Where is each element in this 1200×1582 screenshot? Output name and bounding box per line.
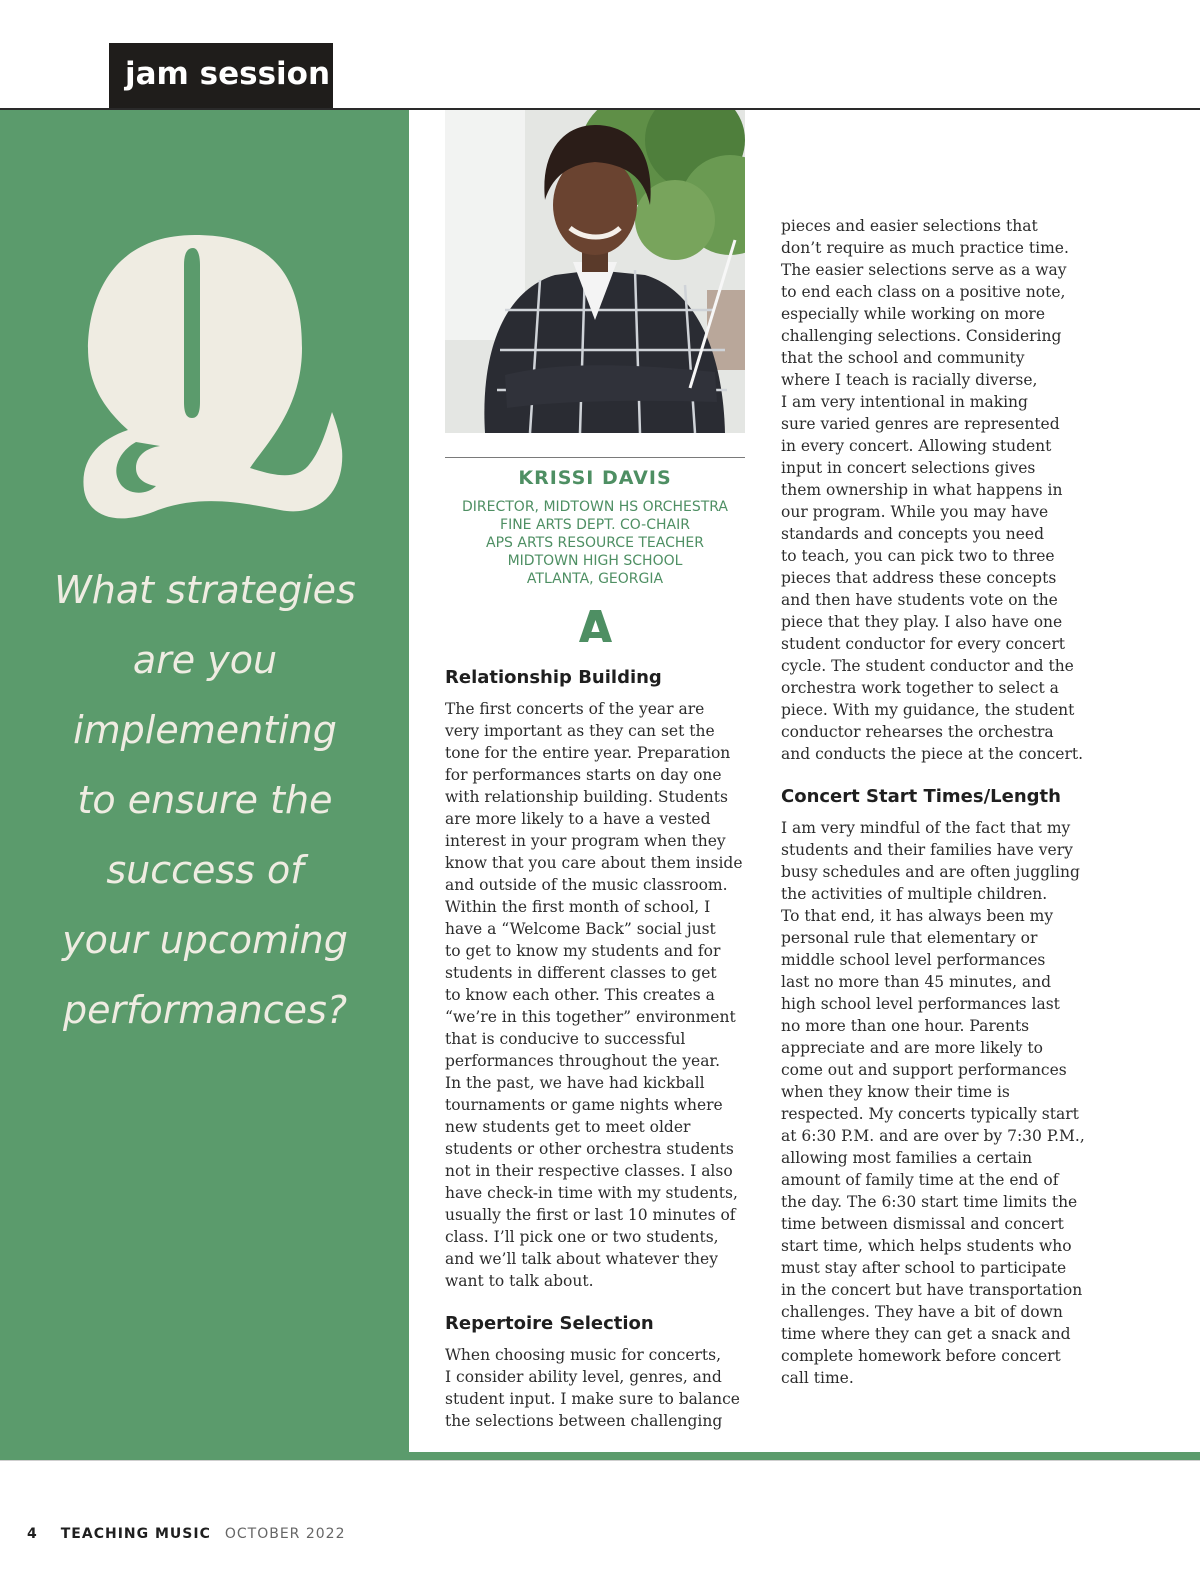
body-line: I consider ability level, genres, and: [445, 1368, 722, 1386]
question-line: implementing: [73, 708, 337, 752]
body-line: time where they can get a snack and: [781, 1325, 1071, 1343]
section-heading: Repertoire Selection: [445, 1313, 654, 1334]
body-line: challenges. They have a bit of down: [781, 1303, 1063, 1321]
profile-title-line: APS ARTS RESOURCE TEACHER: [486, 535, 704, 551]
body-line: want to talk about.: [445, 1272, 594, 1290]
body-line: I am very mindful of the fact that my: [781, 819, 1071, 837]
body-line: complete homework before concert: [781, 1347, 1061, 1365]
body-line: them ownership in what happens in: [781, 481, 1063, 499]
body-line: personal rule that elementary or: [781, 929, 1038, 947]
body-line: start time, which helps students who: [781, 1237, 1072, 1255]
body-line: call time.: [781, 1369, 854, 1387]
body-line: are more likely to a have a vested: [445, 810, 711, 828]
body-line: pieces that address these concepts: [781, 569, 1057, 587]
body-line: new students get to meet older: [445, 1118, 691, 1136]
body-line: very important as they can set the: [445, 722, 715, 740]
body-line: must stay after school to participate: [781, 1259, 1067, 1277]
question-line: to ensure the: [77, 778, 333, 822]
magazine-name: TEACHING MUSIC: [60, 1526, 211, 1542]
answer-a-icon: [577, 610, 613, 642]
body-line: Within the first month of school, I: [445, 898, 711, 916]
body-line: to get to know my students and for: [445, 942, 721, 960]
body-line: have a “Welcome Back” social just: [445, 920, 716, 938]
body-line: piece. With my guidance, the student: [781, 701, 1075, 719]
body-line: challenging selections. Considering: [781, 327, 1062, 345]
body-line: and conducts the piece at the concert.: [781, 745, 1084, 763]
profile-titles: [445, 498, 745, 588]
body-line: especially while working on more: [781, 305, 1046, 323]
question-line: performances?: [63, 988, 347, 1032]
body-line: to know each other. This creates a: [445, 986, 715, 1004]
bottom-rule: [0, 1460, 1200, 1461]
body-line: and we’ll talk about whatever they: [445, 1250, 718, 1268]
body-line: student conductor for every concert: [781, 635, 1065, 653]
body-line: interest in your program when they: [445, 832, 726, 850]
profile-rule: [445, 457, 745, 458]
profile-title-line: DIRECTOR, MIDTOWN HS ORCHESTRA: [461, 499, 729, 515]
profile-title-line: ATLANTA, GEORGIA: [526, 571, 664, 587]
body-line: the day. The 6:30 start time limits the: [781, 1193, 1078, 1211]
body-line: cycle. The student conductor and the: [781, 657, 1074, 675]
body-line: don’t require as much practice time.: [781, 239, 1069, 257]
body-line: the selections between challenging: [445, 1412, 723, 1430]
body-line: that is conducive to successful: [445, 1030, 686, 1048]
body-line: orchestra work together to select a: [781, 679, 1059, 697]
body-line: have check-in time with my students,: [445, 1184, 738, 1202]
body-line: “we’re in this together” environment: [445, 1008, 736, 1026]
concert-times-section: [781, 785, 1091, 1389]
section-heading: Relationship Building: [445, 667, 662, 688]
question-text: [30, 555, 380, 1045]
page-number: 4: [27, 1526, 37, 1542]
body-line: When choosing music for concerts,: [445, 1346, 722, 1364]
repertoire-selection-section: [445, 1312, 755, 1432]
body-line: and outside of the music classroom.: [445, 876, 728, 894]
body-line: The easier selections serve as a way: [781, 261, 1067, 279]
body-line: To that end, it has always been my: [781, 907, 1054, 925]
body-line: at 6:30 P.M. and are over by 7:30 P.M.,: [781, 1127, 1085, 1145]
bottom-accent-bar: [409, 1452, 1200, 1460]
profile-name: KRISSI DAVIS: [518, 467, 672, 489]
question-line: What strategies: [54, 568, 356, 612]
issue-date: OCTOBER 2022: [224, 1526, 346, 1542]
section-label: jam session: [125, 56, 331, 92]
body-line: student input. I make sure to balance: [445, 1390, 740, 1408]
body-line: busy schedules and are often juggling: [781, 863, 1080, 881]
profile-title-line: MIDTOWN HIGH SCHOOL: [507, 553, 683, 569]
body-line: standards and concepts you need: [781, 525, 1044, 543]
body-line: to end each class on a positive note,: [781, 283, 1066, 301]
body-line: pieces and easier selections that: [781, 217, 1038, 235]
body-line: when they know their time is: [781, 1083, 1010, 1101]
repertoire-body-start: [445, 1344, 755, 1432]
body-line: input in concert selections gives: [781, 459, 1036, 477]
body-line: that the school and community: [781, 349, 1025, 367]
section-heading: Concert Start Times/Length: [781, 786, 1061, 807]
body-line: time between dismissal and concert: [781, 1215, 1064, 1233]
body-line: students and their families have very: [781, 841, 1073, 859]
question-line: are you: [132, 638, 278, 682]
repertoire-body-continued: [781, 215, 1091, 765]
relationship-body: [445, 698, 755, 1292]
body-line: piece that they play. I also have one: [781, 613, 1063, 631]
body-line: know that you care about them inside: [445, 854, 743, 872]
body-line: tournaments or game nights where: [445, 1096, 723, 1114]
body-line: for performances starts on day one: [445, 766, 722, 784]
question-line: success of: [106, 848, 304, 892]
body-line: appreciate and are more likely to: [781, 1039, 1043, 1057]
profile-title-line: FINE ARTS DEPT. CO-CHAIR: [500, 517, 690, 533]
body-line: performances throughout the year.: [445, 1052, 721, 1070]
body-line: in the concert but have transportation: [781, 1281, 1083, 1299]
body-line: tone for the entire year. Preparation: [445, 744, 731, 762]
body-line: sure varied genres are represented: [781, 415, 1060, 433]
body-line: students or other orchestra students: [445, 1140, 734, 1158]
body-line: allowing most families a certain: [781, 1149, 1033, 1167]
body-line: usually the first or last 10 minutes of: [445, 1206, 736, 1224]
body-line: conductor rehearses the orchestra: [781, 723, 1054, 741]
body-line: high school level performances last: [781, 995, 1060, 1013]
body-line: with relationship building. Students: [445, 788, 728, 806]
body-line: our program. While you may have: [781, 503, 1049, 521]
body-line: respected. My concerts typically start: [781, 1105, 1079, 1123]
relationship-building-section: [445, 666, 755, 1292]
body-line: no more than one hour. Parents: [781, 1017, 1030, 1035]
body-line: not in their respective classes. I also: [445, 1162, 733, 1180]
body-line: where I teach is racially diverse,: [781, 371, 1038, 389]
body-line: in every concert. Allowing student: [781, 437, 1052, 455]
body-line: to teach, you can pick two to three: [781, 547, 1055, 565]
body-line: last no more than 45 minutes, and: [781, 973, 1052, 991]
body-line: the activities of multiple children.: [781, 885, 1048, 903]
body-line: and then have students vote on the: [781, 591, 1058, 609]
page-footer: [27, 1526, 345, 1542]
section-tab: [109, 43, 333, 109]
body-line: In the past, we have had kickball: [445, 1074, 705, 1092]
concert-body: [781, 817, 1091, 1389]
body-line: I am very intentional in making: [781, 393, 1028, 411]
q-letter-icon: [40, 190, 370, 530]
body-line: middle school level performances: [781, 951, 1046, 969]
body-line: students in different classes to get: [445, 964, 717, 982]
profile-photo: [445, 110, 745, 433]
body-line: come out and support performances: [781, 1061, 1067, 1079]
question-line: your upcoming: [62, 918, 348, 962]
body-line: amount of family time at the end of: [781, 1171, 1059, 1189]
body-line: class. I’ll pick one or two students,: [445, 1228, 719, 1246]
body-line: The first concerts of the year are: [445, 700, 705, 718]
